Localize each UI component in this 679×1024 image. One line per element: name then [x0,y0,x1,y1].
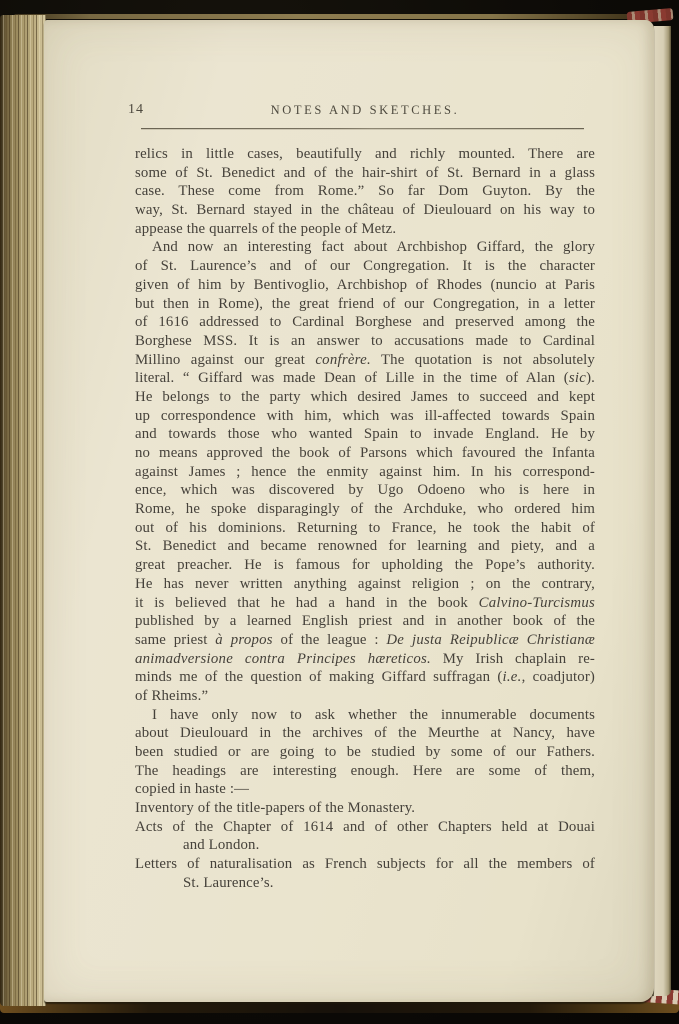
text-line: He has never written anything against religion ; on the contrary, [135,575,595,592]
text-line: literal. “ Giffard was made Dean of Lille in the time of Alan (sic). [135,370,595,387]
text-line: and towards those who wanted Spain to invade England. He by [135,426,595,443]
book-top-edge [14,14,648,19]
text-line: been studied or are going to be studied by some of our Fathers. [135,744,595,760]
text-line: up correspondence with him, which was ill-affected towards Spain [135,407,595,424]
text-line: Borghese MSS. It is an answer to accusations made to Cardinal [135,332,595,349]
text-line: given of him by Bentivoglio, Archbishop of Rhodes (nuncio at Paris [135,276,595,293]
text-line: Acts of the Chapter of 1614 and of other Chapters held at Douai [135,818,595,835]
text-line: great preacher. He is famous for upholding the Pope’s authority. [135,557,595,574]
text-line: appease the quarrels of the people of Metz. [135,220,397,237]
text-block [135,145,595,893]
text-line: of Rheims.” [135,687,209,704]
text-line: it is believed that he had a hand in the book Calvino-Turcismus [135,594,595,611]
page-number: 14 [128,102,144,117]
text-line: Inventory of the title-papers of the Monastery. [135,800,416,817]
text-line: published by a learned English priest and in another book of the [135,613,595,630]
left-page-edges [0,15,46,1006]
running-header: NOTES AND SKETCHES. [270,103,460,117]
text-line: same priest à propos of the league : De justa Reipublicæ Christianæ [135,631,596,648]
text-line: out of his dominions. Returning to France, he took the habit of [135,519,595,536]
text-line: and London. [183,837,260,854]
text-line: of 1616 addressed to Cardinal Borghese and preserved among the [135,314,595,331]
header-rule [141,128,584,129]
text-line: He belongs to the party which desired James to succeed and kept [135,388,595,405]
text-line: case. These come from Rome.” So far Dom Guyton. By the [135,183,595,200]
text-line: relics in little cases, beautifully and richly mounted. There are [135,146,595,162]
text-line: no means approved the book of Parsons which favoured the Infanta [135,445,595,461]
text-line: animadversione contra Principes hæreticos. My Irish chaplain re- [135,650,595,667]
adjacent-page-edge [652,26,671,996]
text-line: Letters of naturalisation as French subjects for all the members of [135,856,595,873]
text-line: minds me of the question of making Giffard suffragan (i.e., coadjutor) [135,669,595,686]
text-line: copied in haste :— [135,781,250,798]
text-line: against James ; hence the enmity against him. In his correspond- [135,463,595,480]
book-page [44,20,654,1002]
text-line: way, St. Bernard stayed in the château of Dieulouard on his way to [135,202,595,219]
text-line: St. Benedict and became renowned for learning and piety, and a [135,538,595,555]
text-line: I have only now to ask whether the innumerable documents [152,706,595,723]
text-line: about Dieulouard in the archives of the Meurthe at Nancy, have [135,725,595,742]
text-line: of St. Laurence’s and of our Congregation. It is the character [135,258,595,275]
text-line: St. Laurence’s. [183,874,274,891]
text-line: some of St. Benedict and of the hair-shirt of St. Bernard in a glass [135,164,595,181]
text-line: Millino against our great confrère. The quotation is not absolutely [135,351,595,368]
text-line: but then in Rome), the great friend of our Congregation, in a letter [135,295,595,312]
text-line: ence, which was discovered by Ugo Odoeno who is here in [135,482,595,499]
text-line: Rome, he spoke disparagingly of the Archduke, who ordered him [135,501,595,518]
text-line: The headings are interesting enough. Here are some of them, [135,762,595,779]
text-line: And now an interesting fact about Archbishop Giffard, the glory [152,239,595,256]
